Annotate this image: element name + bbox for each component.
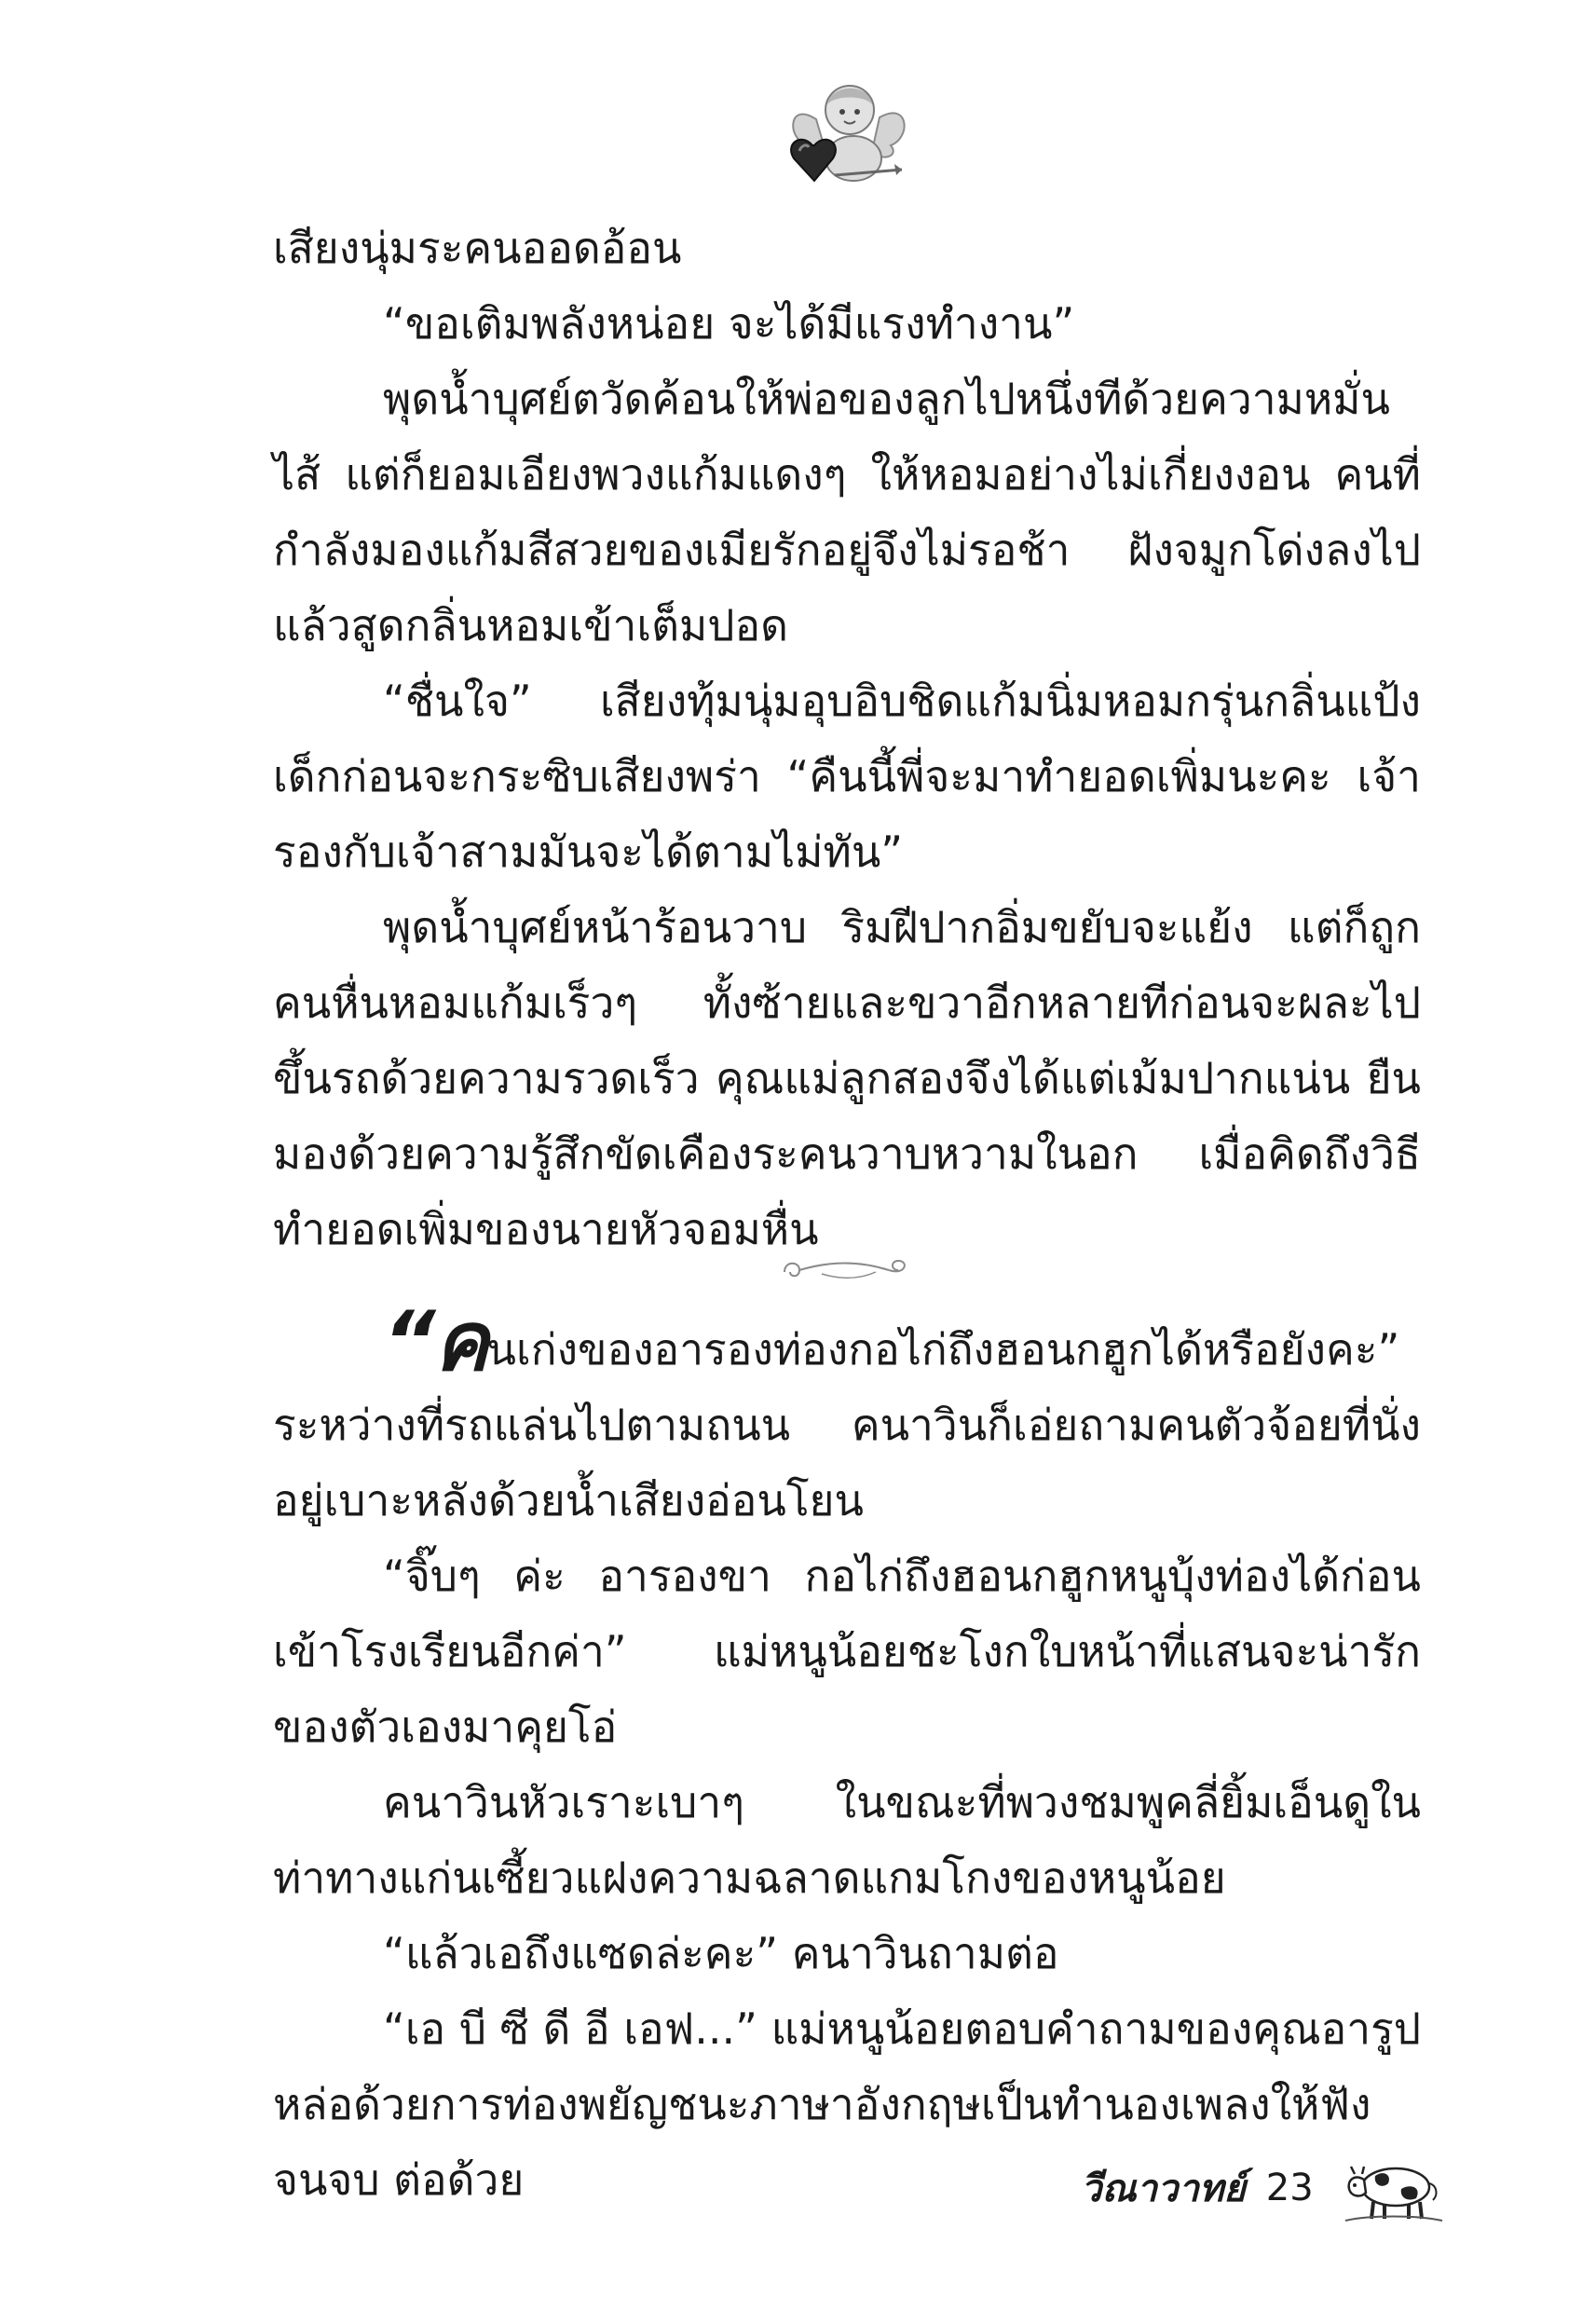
paragraph: “จิ๊บๆ ค่ะ อารองขา กอไก่ถึงฮอนกฮูกหนูบุ้งท่องได้ก่อนเข้าโรงเรียนอีกค่า” แม่หนูน้อยชะโงกใบหน้าที่แสนจะน่ารักของตัวเองมาคุยโอ่ (273, 1551, 1421, 1752)
paragraph: พุดน้ำบุศย์ตวัดค้อนให้พ่อของลูกไปหนึ่งทีด้วยความหมั่นไส้ แต่ก็ยอมเอียงพวงแก้มแดงๆ ให้หอมอย่างไม่เกี่ยงงอน คนที่กำลังมองแก้มสีสวยของเมียรักอยู่จึงไม่รอช้า ฝังจมูกโด่งลงไปแล้วสูดกลิ่นหอมเข้าเต็มปอด (273, 374, 1421, 650)
paragraph (273, 1293, 1421, 1538)
text-section-2 (273, 1293, 1421, 2218)
paragraph: พุดน้ำบุศย์หน้าร้อนวาบ ริมฝีปากอิ่มขยับจะแย้ง แต่ก็ถูกคนหื่นหอมแก้มเร็วๆ ทั้งซ้ายและขวาอีกหลายทีก่อนจะผละไปขึ้นรถด้วยความรวดเร็ว คุณแม่ลูกสองจึงได้แต่เม้มปากแน่น ยืนมองด้วยความรู้สึกขัดเคืองระคนวาบหวามในอก เมื่อคิดถึงวิธีทำยอดเพิ่มของนายหัวจอมหื่น (273, 902, 1421, 1254)
paragraph: “เอ บี ซี ดี อี เอฟ...” แม่หนูน้อยตอบคำถามของคุณอารูปหล่อด้วยการท่องพยัญชนะภาษาอังกฤษเป็นทำนองเพลงให้ฟังจนจบ ต่อด้วย (273, 2003, 1421, 2205)
page-footer (1081, 2160, 1444, 2216)
paragraph: “ชื่นใจ” เสียงทุ้มนุ่มอุบอิบชิดแก้มนิ่มหอมกรุ่นกลิ่นแป้งเด็กก่อนจะกระซิบเสียงพร่า “คืนนี้พี่จะมาทำยอดเพิ่มนะคะ เจ้ารองกับเจ้าสามมันจะได้ตามไม่ทัน” (273, 676, 1421, 877)
drop-cap: “ค (383, 1293, 487, 1389)
paragraph-text: นเก่งของอารองท่องกอไก่ถึงฮอนกฮูกได้หรือยังคะ” ระหว่างที่รถแล่นไปตามถนน คนาวินก็เอ่ยถามคนตัวจ้อยที่นั่งอยู่เบาะหลังด้วยน้ำเสียงอ่อนโยน (273, 1324, 1421, 1525)
text-section-1 (273, 211, 1421, 1267)
page-number: 23 (1265, 2167, 1314, 2209)
book-title: วีณาวาทย์ (1081, 2167, 1246, 2210)
paragraph: เสียงนุ่มระคนออดอ้อน (273, 223, 682, 273)
swirl-ornament-icon (766, 1253, 924, 1285)
paragraph: “แล้วเอถึงแซดล่ะคะ” คนาวินถามต่อ (383, 1928, 1059, 1978)
paragraph: คนาวินหัวเราะเบาๆ ในขณะที่พวงชมพูคลี่ยิ้มเอ็นดูในท่าทางแก่นเซี้ยวแฝงความฉลาดแกมโกงของหนูน้อย (273, 1777, 1421, 1903)
cherub-with-heart-icon (779, 73, 919, 194)
cow-icon (1342, 2152, 1444, 2224)
paragraph: “ขอเติมพลังหน่อย จะได้มีแรงทำงาน” (383, 298, 1075, 349)
